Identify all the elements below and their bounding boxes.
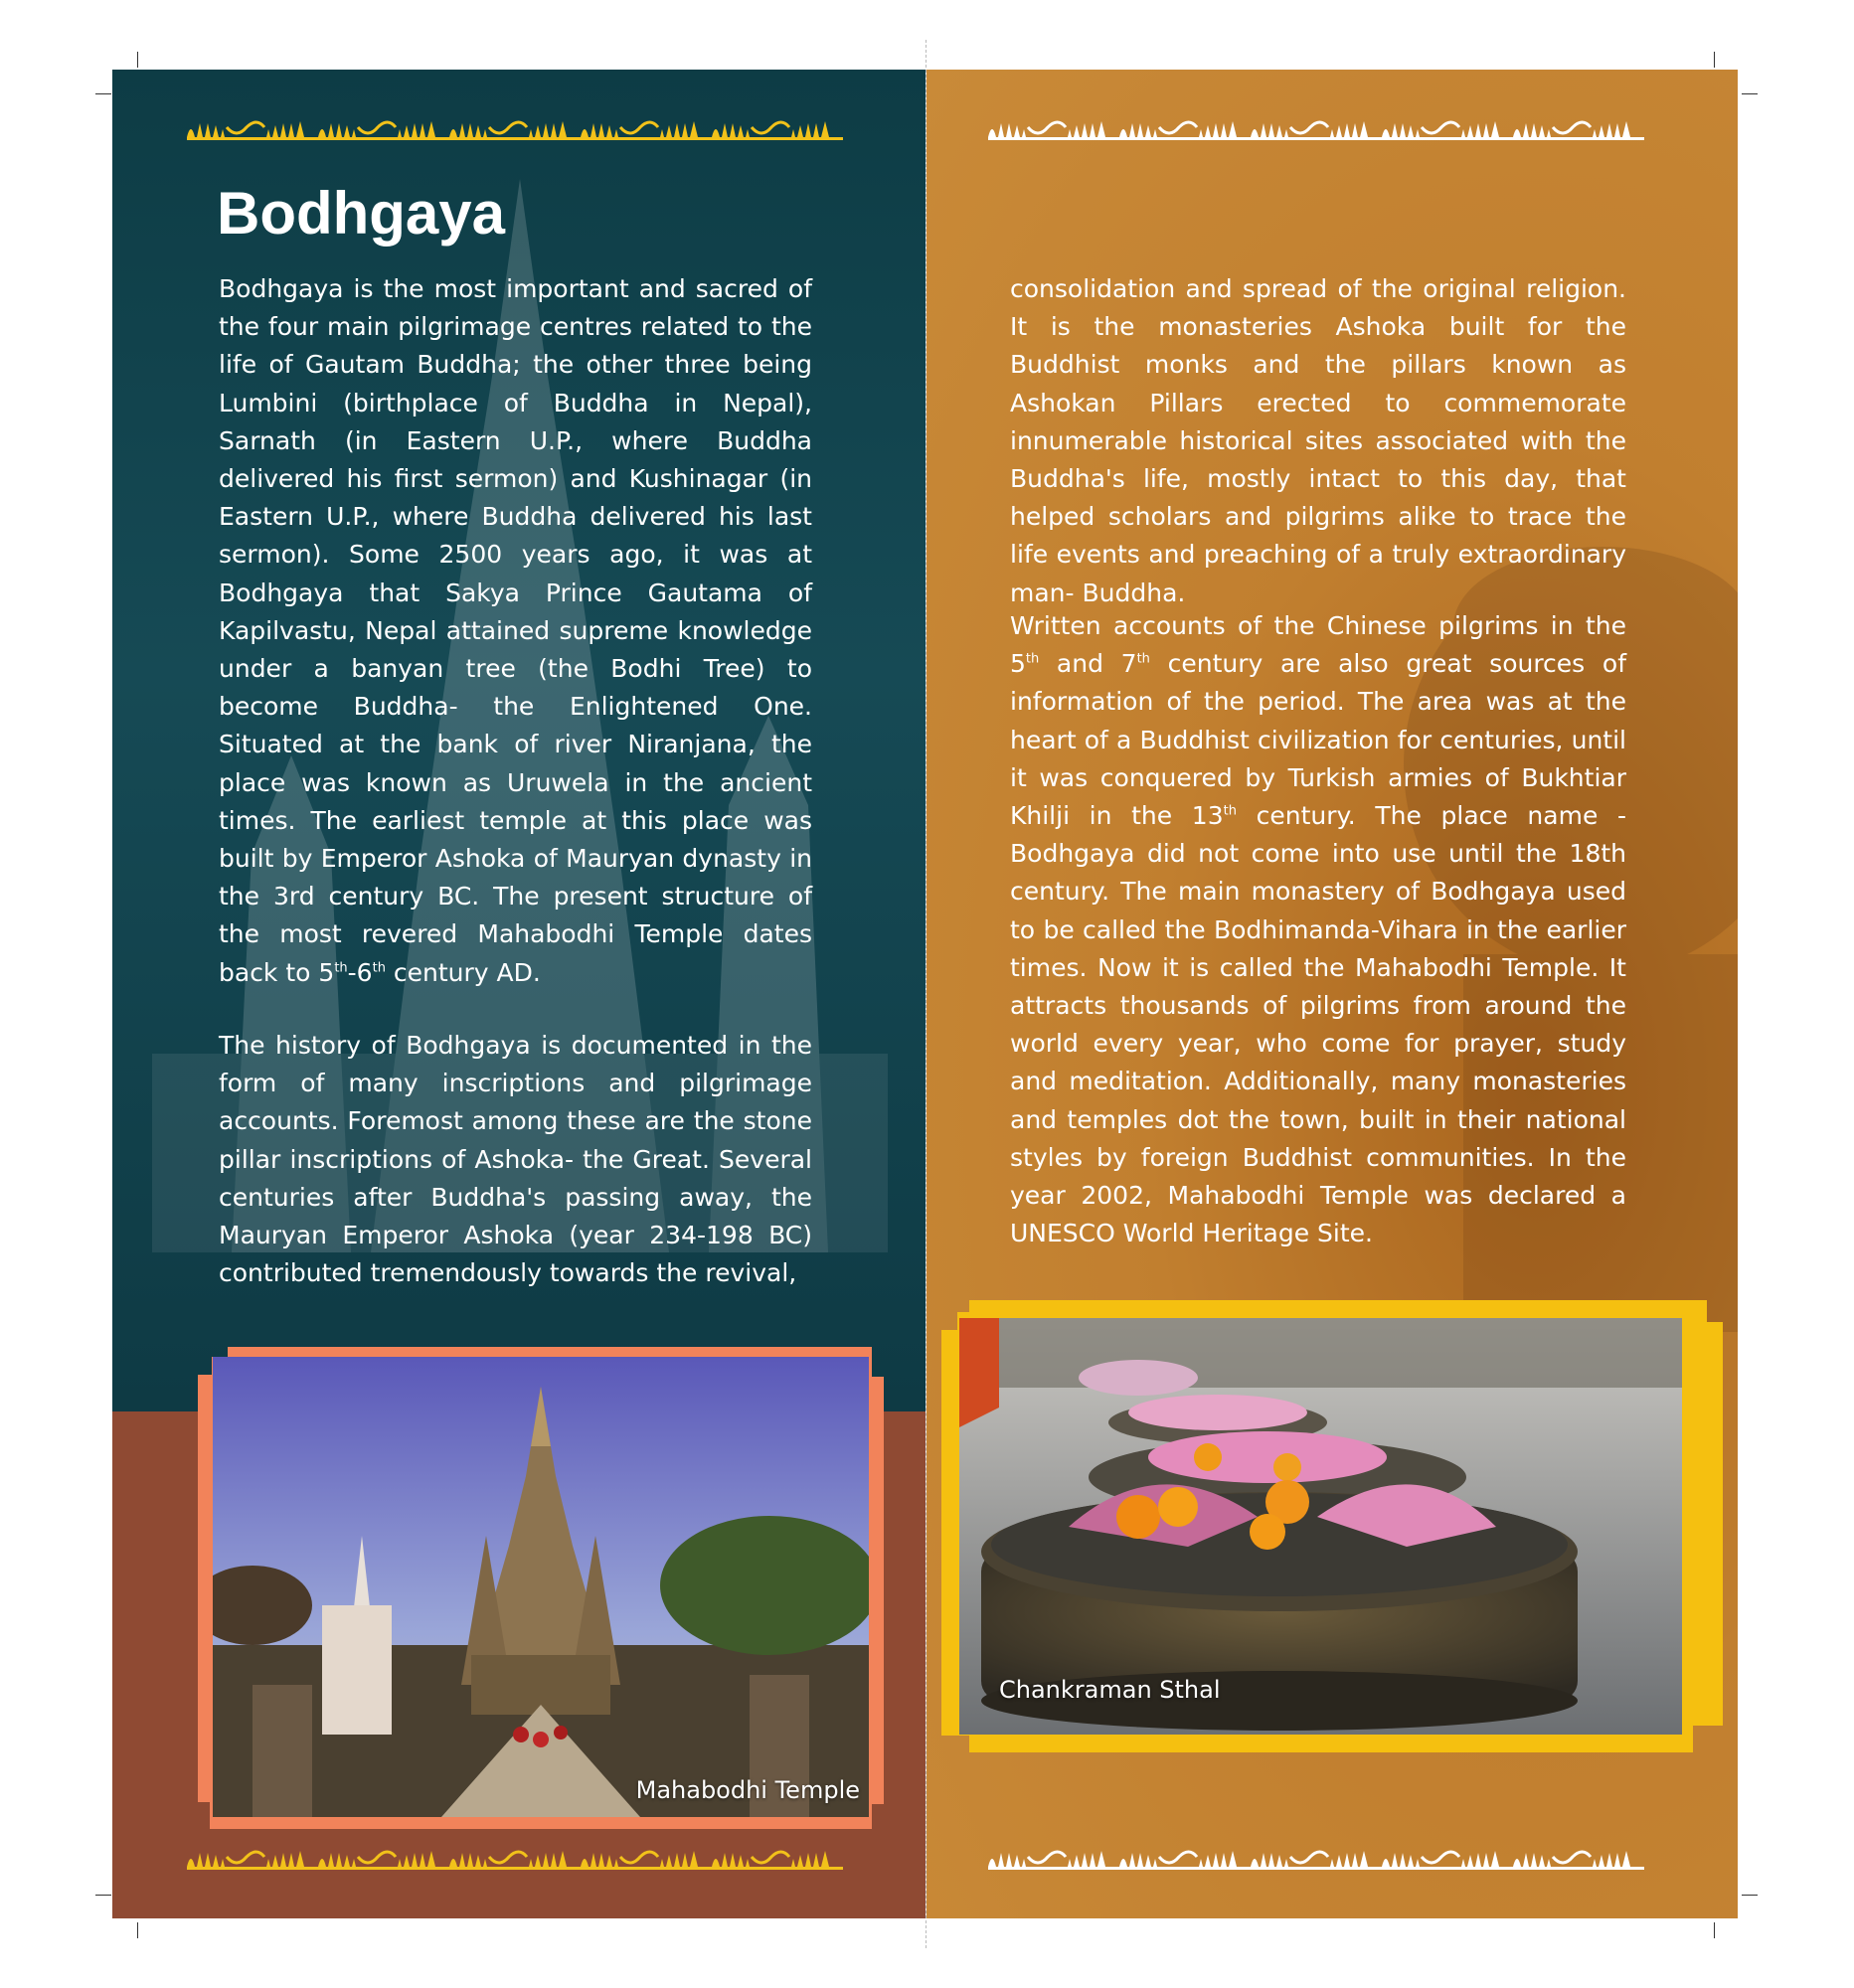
superscript: th <box>1223 803 1237 819</box>
decorative-border-top <box>988 119 1644 141</box>
crop-mark <box>95 93 111 94</box>
crop-mark <box>1742 1895 1758 1896</box>
right-paragraph-2 <box>1010 607 1626 1252</box>
left-paragraph-1-text-b: -6 <box>347 957 373 987</box>
mahabodhi-photo-caption: Mahabodhi Temple <box>635 1776 860 1804</box>
crop-mark <box>1742 93 1758 94</box>
right-paragraph-2-text-c: century are also great sources of information of the period. The area was at the heart of a Buddhist civilization for centuries, until it was conquered by Turkish armies of Bukhtiar Khilji in the 13 <box>1010 649 1626 831</box>
left-paragraph-1 <box>219 270 812 992</box>
superscript: th <box>1136 651 1150 667</box>
crop-mark <box>1714 1922 1715 1938</box>
chankraman-photo-frame <box>941 1300 1723 1752</box>
chankraman-photo-caption: Chankraman Sthal <box>999 1676 1221 1704</box>
left-paragraph-2: The history of Bodhgaya is documented in the form of many inscriptions and pilgrimage accounts. Foremost among these are the stone pillar inscriptions of Ashoka- the Great. Several centuries after Buddha's passing away, the Mauryan Emperor Ashoka (year 234-198 BC) contributed tremendously towards the revival, <box>219 1031 812 1288</box>
right-paragraph-2-text-a: Written accounts of the Chinese pilgrims in the 5 <box>1010 611 1626 679</box>
superscript: th <box>334 960 348 976</box>
right-paragraph-1: consolidation and spread of the original religion. It is the monasteries Ashoka built for the Buddhist monks and the pillars known as Ashokan Pillars erected to commemorate innumerable historical sites associated with the Buddha's life, mostly intact to this day, that helped scholars and pilgrims alike to trace the life events and preaching of a truly extraordinary man- Buddha. <box>1010 274 1626 607</box>
crop-mark <box>95 1895 111 1896</box>
right-paragraph-2-text-b: and 7 <box>1039 649 1137 679</box>
left-panel <box>112 70 926 1918</box>
decorative-border-top <box>187 119 843 141</box>
superscript: th <box>1025 651 1040 667</box>
superscript: th <box>372 960 386 976</box>
decorative-border-bottom <box>187 1849 843 1871</box>
page-title: Bodhgaya <box>217 180 506 247</box>
mahabodhi-temple-image <box>213 1357 869 1817</box>
crop-mark <box>1714 52 1715 68</box>
mahabodhi-photo-frame <box>198 1347 884 1829</box>
right-paragraph-2-text-d: century. The place name - Bodhgaya did not come into use until the 18th century. The main monastery of Bodhgaya used to be called the Bodhimanda-Vihara in the earlier times. Now it is called the Mahabodhi Temple. It attracts thousands of pilgrims from around the world every year, who come for prayer, study and meditation. Additionally, many monasteries and temples dot the town, built in their national styles by foreign Buddhist communities. In the year 2002, Mahabodhi Temple was declared a UNESCO World Heritage Site. <box>1010 801 1626 1248</box>
left-paragraph-1-text-c: century AD. <box>385 957 541 987</box>
left-paragraph-1-text-a: Bodhgaya is the most important and sacred of the four main pilgrimage centres related to the life of Gautam Buddha; the other three being Lumbini (birthplace of Buddha in Nepal), Sarnath (in Eastern U.P., where Buddha delivered his first sermon) and Kushinagar (in Eastern U.P., where Buddha delivered his last sermon). Some 2500 years ago, it was at Bodhgaya that Sakya Prince Gautama of Kapilvastu, Nepal attained supreme knowledge under a banyan tree (the Bodhi Tree) to become Buddha- the Enlightened One. Situated at the bank of river Niranjana, the place was known as Uruwela in the ancient times. The earliest temple at this place was built by Emperor Ashoka of Mauryan dynasty in the 3rd century BC. The present structure of the most revered Mahabodhi Temple dates back to 5 <box>219 274 812 987</box>
chankraman-sthal-image <box>959 1318 1682 1735</box>
crop-mark <box>137 1922 138 1938</box>
decorative-border-bottom <box>988 1849 1644 1871</box>
right-panel <box>927 70 1738 1918</box>
crop-mark <box>137 52 138 68</box>
